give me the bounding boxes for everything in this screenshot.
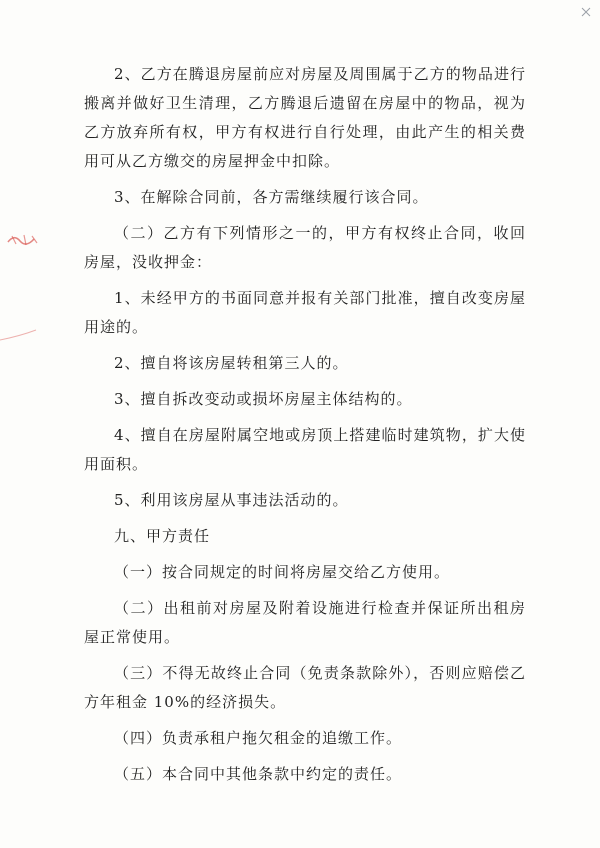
paragraph-2: 3、在解除合同前，各方需继续履行该合同。 bbox=[114, 188, 429, 206]
paragraph-13: （四）负责承租户拖欠租金的追缴工作。 bbox=[114, 729, 403, 747]
paragraph-12: （三）不得无故终止合同（免责条款除外），否则应赔偿乙方年租金 10%的经济损失。 bbox=[84, 664, 526, 711]
paragraph-6: 3、擅自拆改变动或损坏房屋主体结构的。 bbox=[114, 390, 413, 408]
paragraph-14: （五）本合同中其他条款中约定的责任。 bbox=[114, 765, 403, 783]
red-stamp-fragment-icon bbox=[4, 230, 44, 250]
document-body bbox=[84, 60, 526, 796]
paragraph-10: （一）按合同规定的时间将房屋交给乙方使用。 bbox=[114, 563, 451, 581]
paragraph-7: 4、擅自在房屋附属空地或房顶上搭建临时建筑物，扩大使用面积。 bbox=[84, 426, 526, 473]
paragraph-11: （二）出租前对房屋及附着设施进行检查并保证所出租房屋正常使用。 bbox=[84, 599, 526, 646]
paragraph-3: （二）乙方有下列情形之一的，甲方有权终止合同，收回房屋，没收押金： bbox=[84, 224, 526, 271]
red-seal-edge-icon bbox=[0, 300, 60, 360]
paragraph-8: 5、利用该房屋从事违法活动的。 bbox=[114, 491, 349, 509]
paragraph-4: 1、未经甲方的书面同意并报有关部门批准，擅自改变房屋用途的。 bbox=[84, 289, 526, 336]
corner-mark-icon bbox=[580, 6, 592, 18]
section-heading-party-a-duties: 九、甲方责任 bbox=[114, 527, 211, 545]
paragraph-1: 2、乙方在腾退房屋前应对房屋及周围属于乙方的物品进行搬离并做好卫生清理，乙方腾退后遗留在房屋中的物品，视为乙方放弃所有权，甲方有权进行自行处理，由此产生的相关费用可从乙方缴交的房屋押金中扣除。 bbox=[84, 65, 526, 170]
paragraph-5: 2、擅自将该房屋转租第三人的。 bbox=[114, 354, 349, 372]
